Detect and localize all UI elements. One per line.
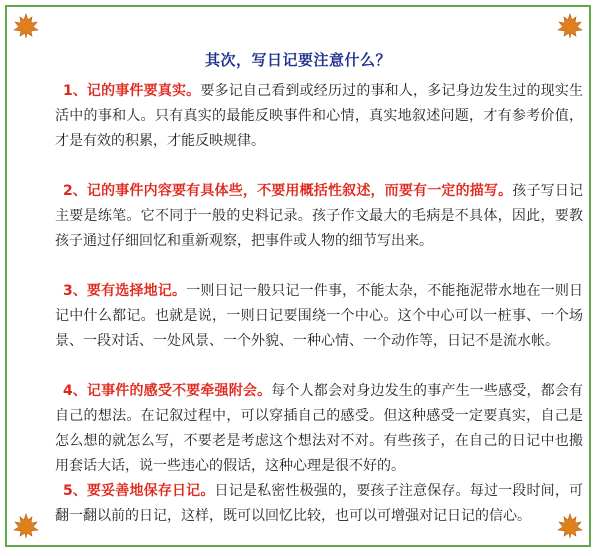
tip-item: [55, 79, 583, 154]
maple-leaf-icon: [13, 13, 39, 39]
article-body: [55, 79, 583, 529]
maple-leaf-icon: [13, 513, 39, 539]
tip-item: [55, 179, 583, 254]
tip-number: 5、: [63, 483, 87, 499]
document-frame: [5, 5, 591, 547]
tip-heading: 记的事件内容要有具体些，不要用概括性叙述，而要有一定的描写。: [86, 183, 513, 199]
tip-heading: 要妥善地保存日记。: [86, 483, 215, 499]
tip-number: 3、: [63, 283, 87, 299]
tip-body: 日记是私密性极强的，要孩子注意保存。每过一段时间，可翻一翻以前的日记，这样，既可以回忆比较，也可以可增强对记日记的信心。: [55, 483, 584, 524]
tip-heading: 记的事件要真实。: [86, 83, 201, 99]
tip-body: 要多记自己看到或经历过的事和人，多记身边发生过的现实生活中的事和人。只有真实的最能反映事件和心情，真实地叙述问题，才有参考价值，才是有效的积累，才能反映规律。: [55, 83, 584, 149]
tip-item: [55, 379, 583, 479]
tip-body: 孩子写日记主要是练笔。它不同于一般的史料记录。孩子作文最大的毛病是不具体，因此，要教孩子通过仔细回忆和重新观察，把事件或人物的细节写出来。: [55, 183, 584, 249]
tip-body: 一则日记一般只记一件事，不能太杂，不能拖泥带水地在一则日记中什么都记。也就是说，一则日记要围绕一个中心。这个中心可以一桩事、一个场景、一段对话、一处风景、一个外貌、一种心情、一个动作等，日记不是流水帐。: [55, 283, 584, 349]
tip-item: [55, 479, 583, 529]
tip-number: 2、: [63, 183, 87, 199]
tip-heading: 记事件的感受不要牵强附会。: [86, 383, 272, 399]
page-title: 其次，写日记要注意什么？: [204, 51, 391, 69]
tip-number: 4、: [63, 383, 87, 399]
tip-body: 每个人都会对身边发生的事产生一些感受，都会有自己的想法。在记叙过程中，可以穿插自己的感受。但这种感受一定要真实，自己是怎么想的就怎么写，不要老是考虑这个想法对不对。有些孩子，在自己的日记中也搬用套话大话，说一些违心的假话，这种心理是很不好的。: [55, 383, 583, 474]
tip-item: [55, 279, 583, 354]
maple-leaf-icon: [557, 13, 583, 39]
tip-number: 1、: [63, 83, 87, 99]
tip-heading: 要有选择地记。: [86, 283, 187, 299]
